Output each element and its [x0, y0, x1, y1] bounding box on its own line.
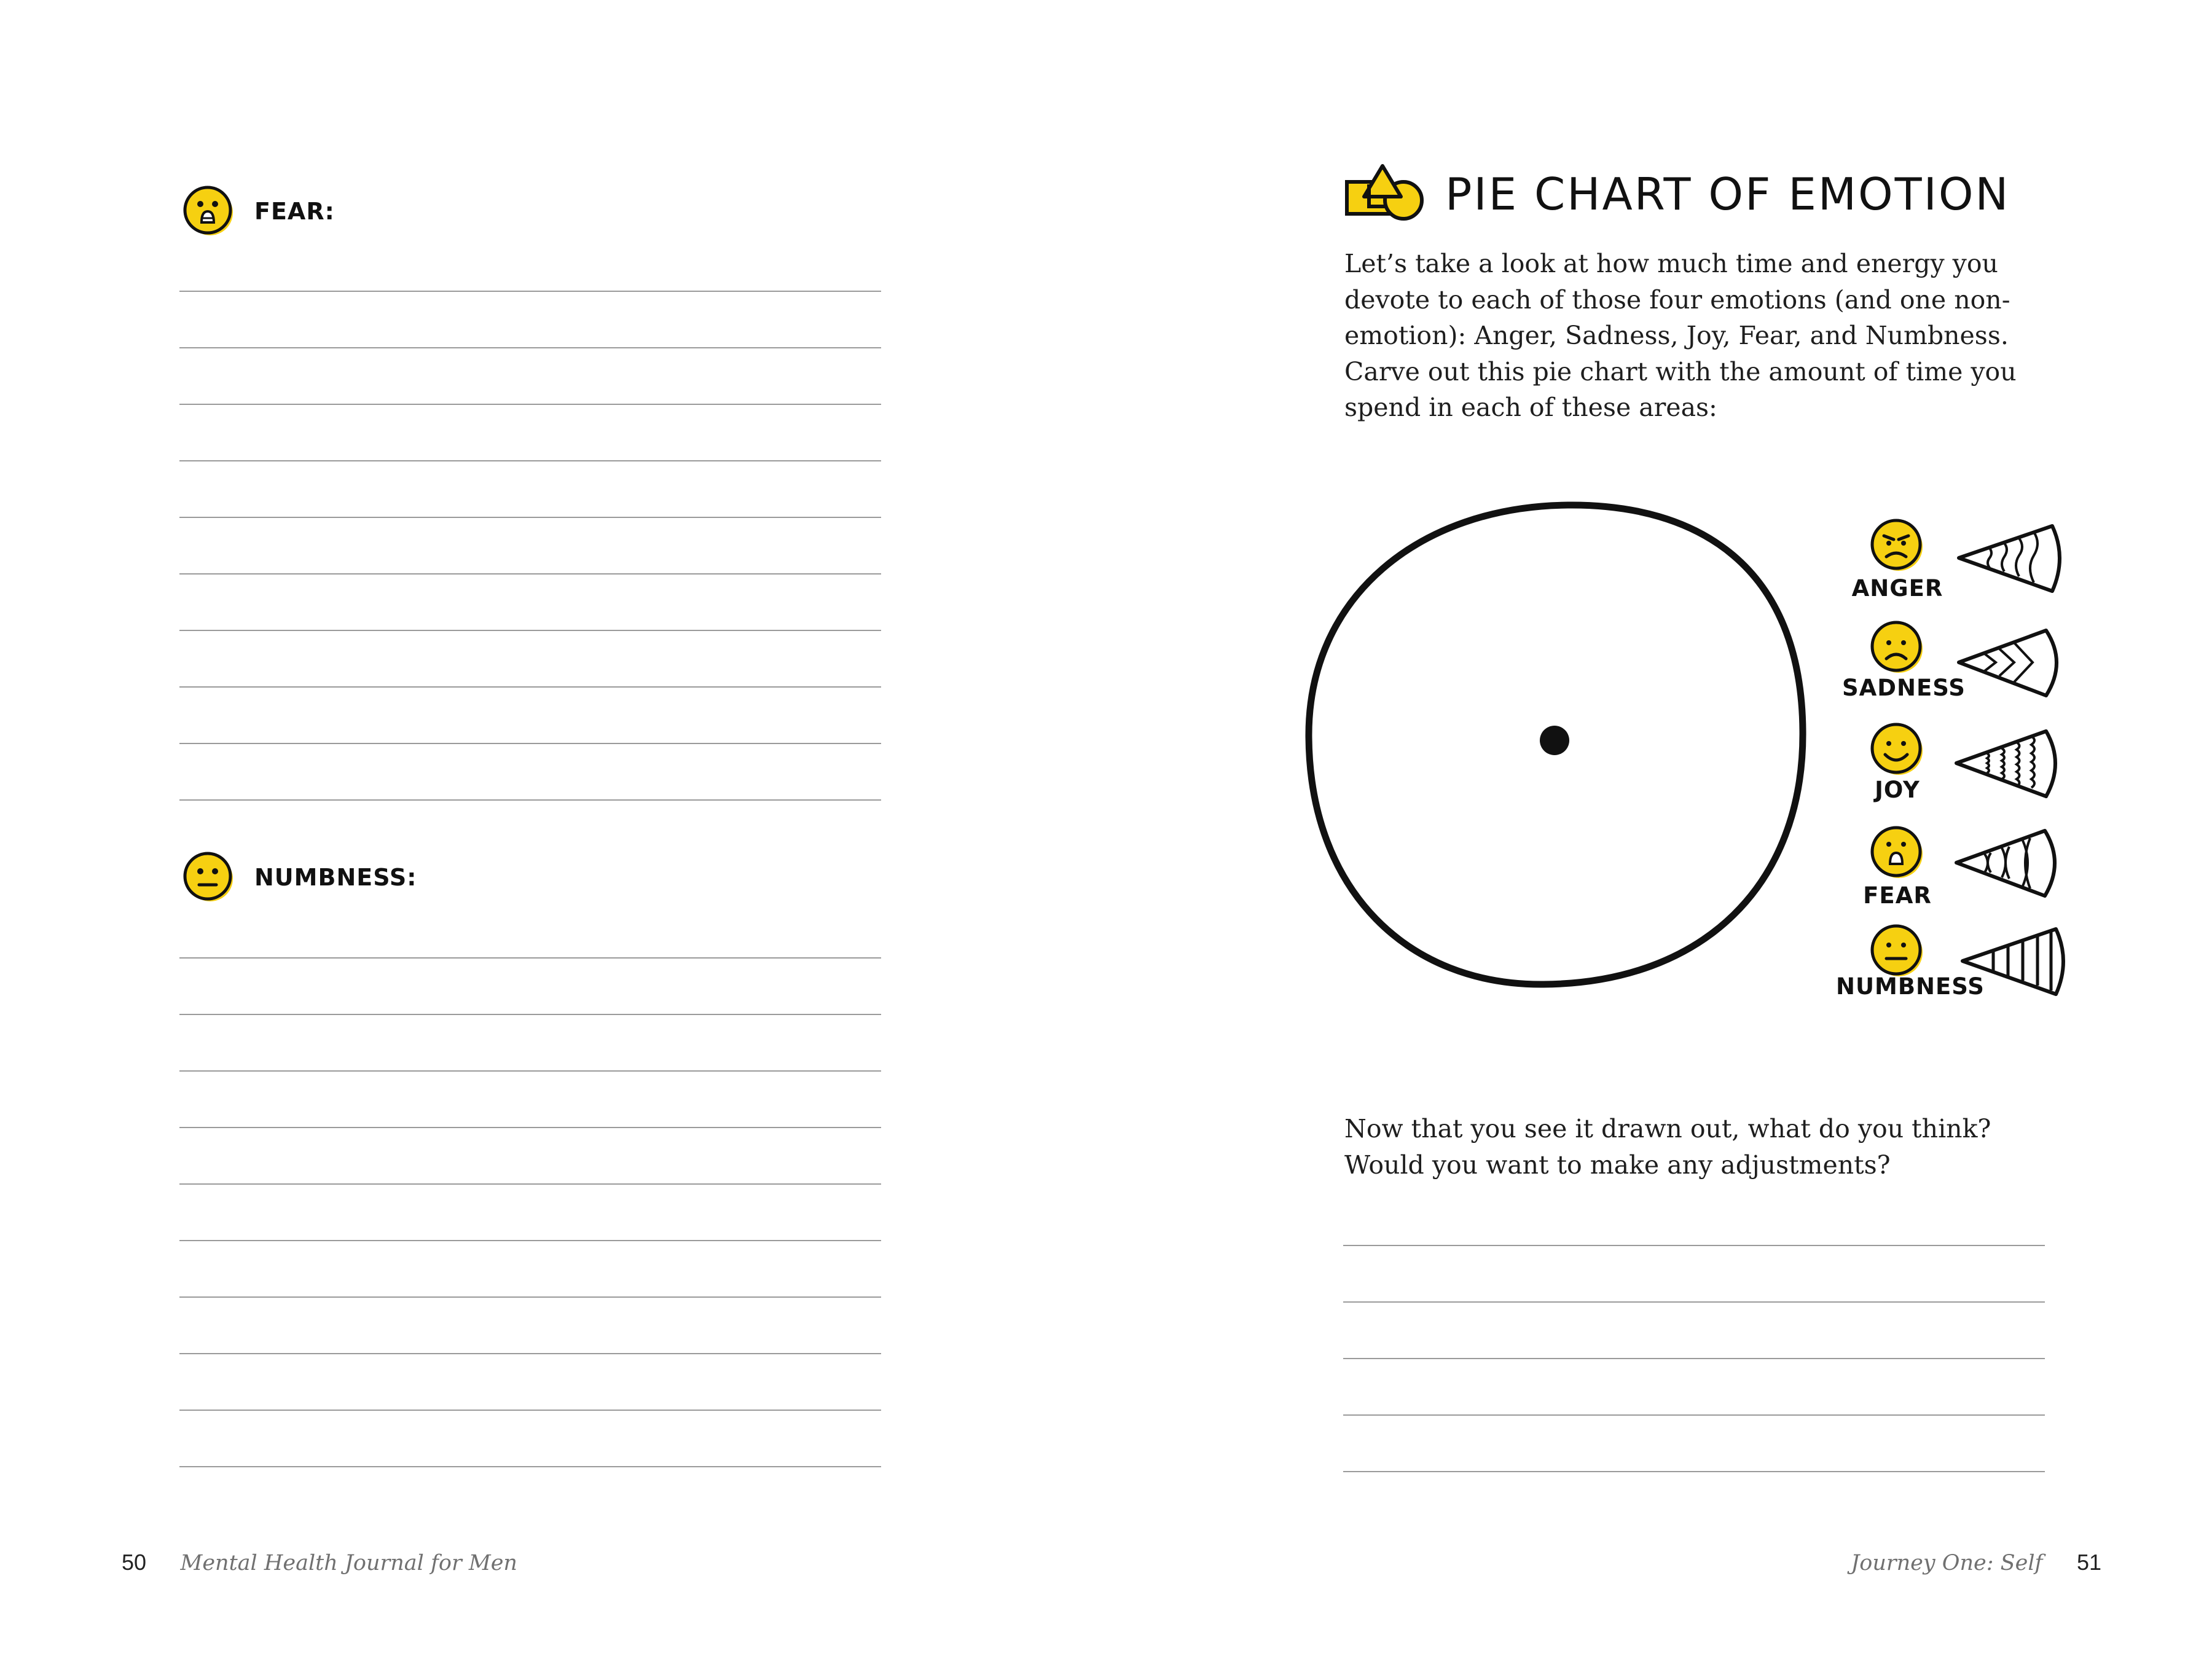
writing-line[interactable] [1343, 1245, 2045, 1246]
legend-item-joy [1848, 720, 2082, 812]
reflection-writing-lines[interactable] [1343, 1245, 2045, 1478]
legend-item-sadness [1842, 618, 2082, 710]
page-number: 50 [122, 1550, 147, 1575]
pie-center-dot [1540, 726, 1569, 755]
legend-label: JOY [1875, 777, 1920, 803]
writing-line[interactable] [179, 799, 881, 801]
writing-line[interactable] [1343, 1471, 2045, 1472]
page-number: 51 [2076, 1550, 2101, 1575]
legend-label: SADNESS [1842, 675, 1966, 701]
page-title: PIE CHART OF EMOTION [1445, 168, 2010, 220]
writing-line[interactable] [179, 1296, 881, 1298]
writing-line[interactable] [179, 347, 881, 348]
intro-paragraph: Let’s take a look at how much time and energy you devote to each of those four emotions (and one non-emotion): Anger, Sadness, Joy, Fear, and Numbness. Carve out this pie chart with the amount of time you spend in each of these areas: [1344, 249, 2017, 422]
fear-slice-icon [1950, 823, 2065, 902]
writing-line[interactable] [179, 743, 881, 744]
legend-item-fear [1848, 823, 2082, 916]
sadness-slice-icon [1953, 623, 2067, 702]
writing-line[interactable] [179, 1410, 881, 1411]
anger-slice-icon [1953, 519, 2067, 597]
section-label: NUMBNESS: [254, 864, 417, 891]
left-footer [122, 1550, 517, 1575]
writing-line[interactable] [179, 1070, 881, 1072]
fear-face-icon [1868, 823, 1927, 882]
writing-line[interactable] [179, 573, 881, 575]
fear-face-icon [182, 184, 236, 238]
prompt-line: Would you want to make any adjustments? [1344, 1150, 1891, 1180]
writing-line[interactable] [179, 1466, 881, 1467]
numbness-section-header [182, 850, 417, 904]
neutral-face-icon [1868, 922, 1927, 981]
writing-line[interactable] [179, 517, 881, 518]
section-label: FEAR: [254, 198, 335, 225]
neutral-face-icon [182, 850, 236, 904]
happy-face-icon [1868, 720, 1927, 779]
legend-item-numbness [1836, 922, 2082, 1014]
shapes-icon [1344, 162, 1428, 226]
writing-line[interactable] [179, 1014, 881, 1015]
right-footer [1843, 1550, 2101, 1575]
legend-label: FEAR [1863, 882, 1932, 909]
writing-line[interactable] [179, 1353, 881, 1354]
reflection-prompt [1344, 1111, 2063, 1183]
writing-line[interactable] [179, 460, 881, 461]
writing-line[interactable] [179, 957, 881, 959]
joy-slice-icon [1950, 724, 2065, 802]
writing-line[interactable] [179, 1183, 881, 1185]
legend-item-anger [1848, 516, 2082, 608]
sad-face-icon [1868, 618, 1927, 677]
book-title: Mental Health Journal for Men [180, 1551, 517, 1575]
writing-line[interactable] [1343, 1301, 2045, 1303]
numbness-writing-lines[interactable] [179, 957, 881, 1473]
writing-line[interactable] [1343, 1414, 2045, 1416]
fear-section-header [182, 184, 335, 238]
legend-label: ANGER [1851, 575, 1943, 602]
writing-line[interactable] [179, 404, 881, 405]
prompt-line: Now that you see it drawn out, what do you think? [1344, 1114, 1991, 1143]
writing-line[interactable] [1343, 1358, 2045, 1359]
title-row [1344, 162, 2010, 226]
writing-line[interactable] [179, 630, 881, 631]
writing-line[interactable] [179, 291, 881, 292]
writing-line[interactable] [179, 686, 881, 688]
section-title: Journey One: Self [1851, 1551, 2043, 1575]
angry-face-icon [1868, 516, 1927, 575]
writing-line[interactable] [179, 1127, 881, 1128]
writing-line[interactable] [179, 1240, 881, 1241]
legend-label: NUMBNESS [1836, 973, 1985, 1000]
pie-chart-circle[interactable] [1298, 492, 1820, 1002]
fear-writing-lines[interactable] [179, 291, 881, 807]
